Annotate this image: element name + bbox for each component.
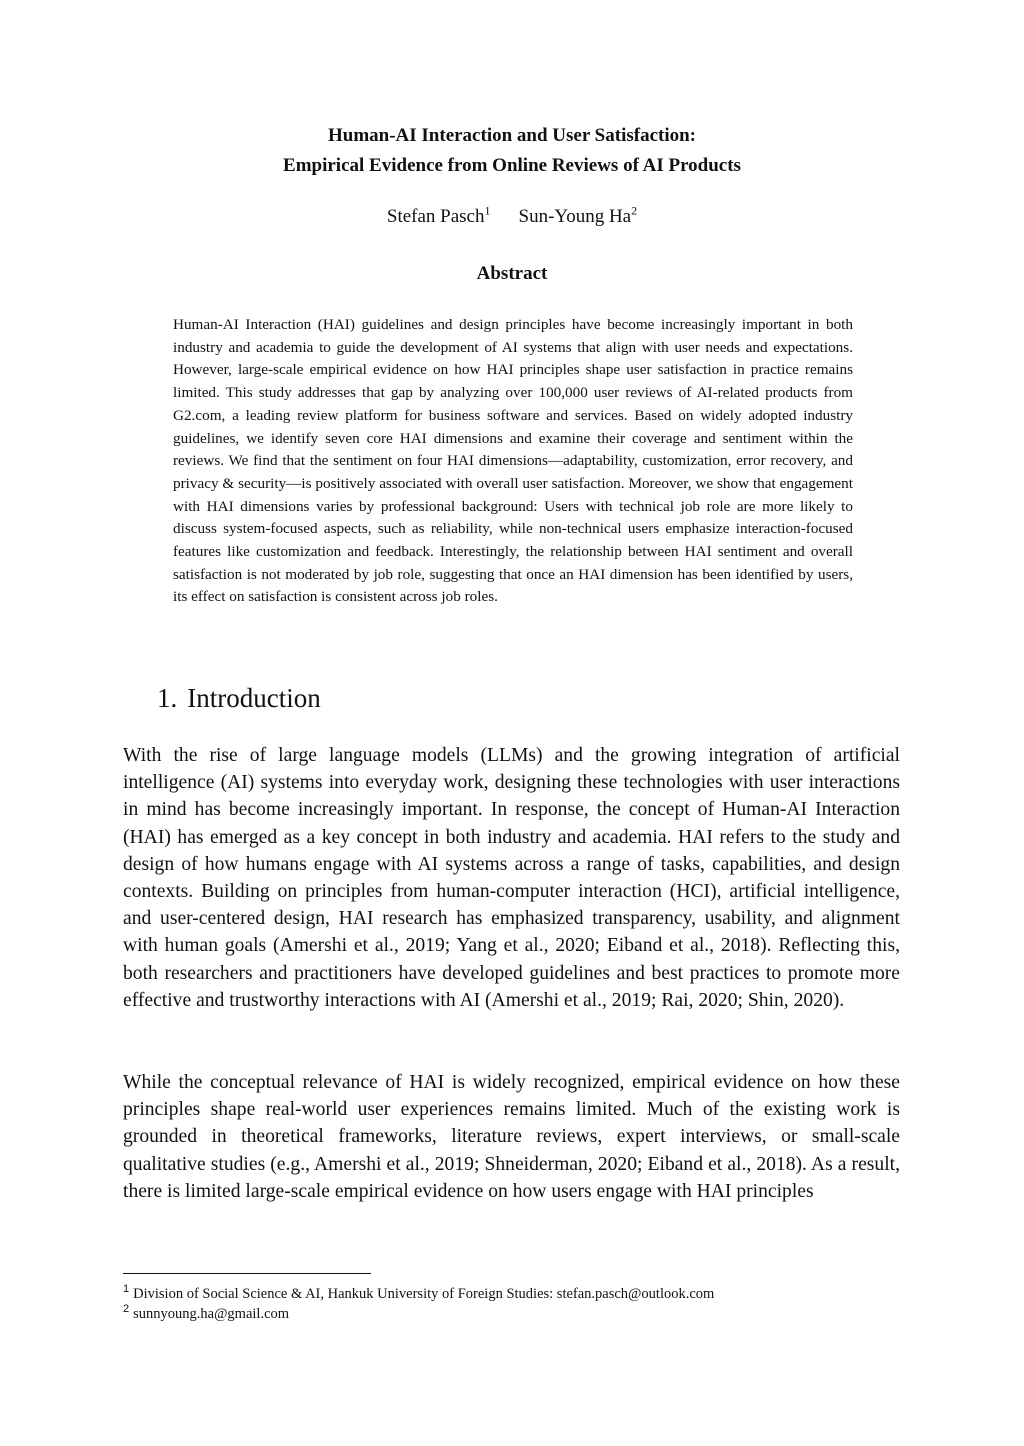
intro-paragraph-1: With the rise of large language models (LLMs) and the growing integration of artificial intelligence (AI) systems into everyday work, designing these technologies with user interactions in mind has become increasingly important. In response, the concept of Human-AI Interaction (HAI) has emerged as a key concept in both industry and academia. HAI refers to the study and design of how humans engage with AI systems across a range of tasks, capabilities, and design contexts. Building on principles from human-computer interaction (HCI), artificial intelligence, and user-centered design, HAI research has emphasized transparency, usability, and alignment with human goals (Amershi et al., 2019; Yang et al., 2020; Eiband et al., 2018). Reflecting this, both researchers and practitioners have developed guidelines and best practices to promote more effective and trustworthy interactions with AI (Amershi et al., 2019; Rai, 2020; Shin, 2020). bbox=[123, 745, 900, 1011]
author-list bbox=[0, 203, 1024, 231]
author-1-name: Stefan Pasch bbox=[386, 206, 485, 227]
abstract-heading: Abstract bbox=[476, 263, 548, 284]
footnote-2 bbox=[123, 1304, 923, 1324]
abstract-text: Human-AI Interaction (HAI) guidelines and design principles have become increasingly important in both industry and academia to guide the development of AI systems that align with user needs and expectations. However, large-scale empirical evidence on how HAI principles shape user satisfaction in practice remains limited. This study addresses that gap by analyzing over 100,000 user reviews of AI-related products from G2.com, a leading review platform for business software and services. Based on widely adopted industry guidelines, we identify seven core HAI dimensions and examine their coverage and sentiment within the reviews. We find that the sentiment on four HAI dimensions—adaptability, customization, error recovery, and privacy & security—is positively associated with overall user satisfaction. Moreover, we show that engagement with HAI dimensions varies by professional background: Users with technical job role are more likely to discuss system-focused aspects, such as reliability, while non-technical users emphasize interaction-focused features like customization and feedback. Interestingly, the relationship between HAI sentiment and overall satisfaction is not moderated by job role, suggesting that once an HAI dimension has been identified by users, its effect on satisfaction is consistent across job roles. bbox=[173, 316, 853, 606]
footnote-2-mark: 2 bbox=[123, 1303, 130, 1316]
author-1 bbox=[387, 203, 491, 231]
section-number: 1. bbox=[157, 683, 178, 713]
intro-paragraph-2: While the conceptual relevance of HAI is widely recognized, empirical evidence on how these principles shape real-world user experiences remains limited. Much of the existing work is grounded in theoretical frameworks, literature reviews, expert interviews, or small-scale qualitative studies (e.g., Amershi et al., 2019; Shneiderman, 2020; Eiband et al., 2018). As a result, there is limited large-scale empirical evidence on how users engage with HAI principles bbox=[123, 1072, 900, 1202]
footnote-divider bbox=[123, 1273, 371, 1274]
footnote-2-text: sunnyoung.ha@gmail.com bbox=[133, 1306, 290, 1322]
footnote-1-mark: 1 bbox=[123, 1283, 130, 1296]
author-1-footnote-mark: 1 bbox=[484, 203, 491, 218]
author-2-footnote-mark: 2 bbox=[631, 203, 638, 218]
section-title: Introduction bbox=[187, 683, 321, 713]
paper-title-line-1: Human-AI Interaction and User Satisfaction: bbox=[327, 125, 697, 146]
author-2 bbox=[519, 203, 638, 231]
footnote-1 bbox=[123, 1284, 923, 1304]
footnote-1-text: Division of Social Science & AI, Hankuk University of Foreign Studies: stefan.pasch@outlook.com bbox=[133, 1286, 715, 1302]
author-2-name: Sun-Young Ha bbox=[518, 206, 632, 227]
section-heading-introduction bbox=[157, 680, 321, 716]
paper-title-line-2: Empirical Evidence from Online Reviews of AI Products bbox=[283, 155, 741, 176]
